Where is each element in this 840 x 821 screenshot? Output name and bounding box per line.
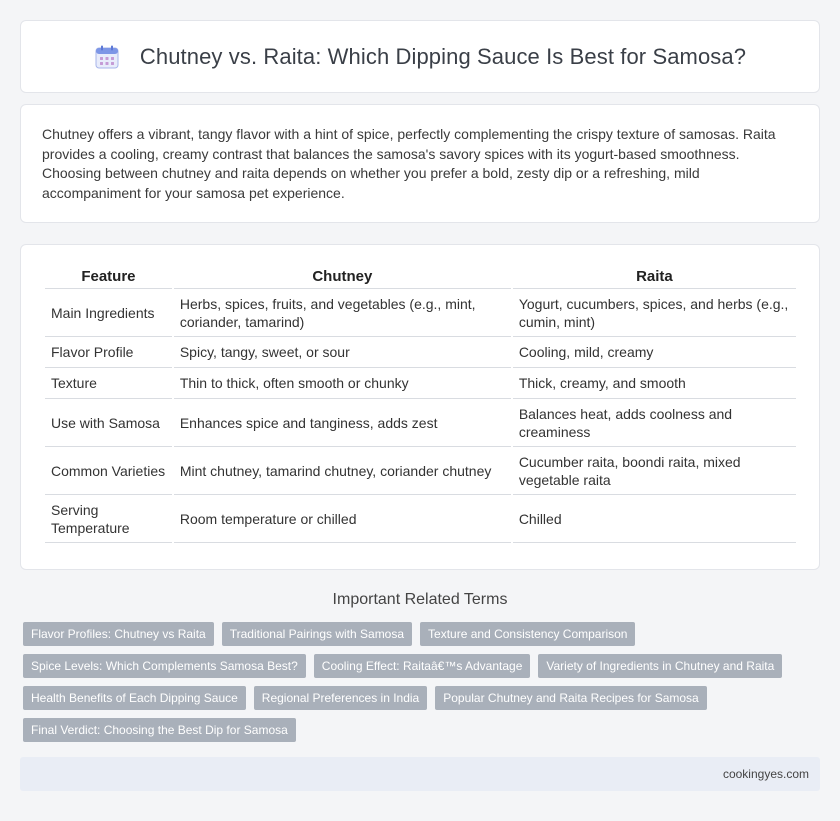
cell-feature: Main Ingredients	[45, 289, 172, 337]
table-header-row	[45, 267, 796, 289]
table-row	[45, 368, 796, 399]
related-tag[interactable]: Spice Levels: Which Complements Samosa Best?	[23, 654, 306, 678]
header-chutney: Chutney	[174, 267, 511, 289]
table-row	[45, 399, 796, 447]
related-tags	[23, 622, 823, 742]
cell-feature: Serving Temperature	[45, 495, 172, 543]
cell-raita: Chilled	[513, 495, 796, 543]
related-tag[interactable]: Popular Chutney and Raita Recipes for Samosa	[435, 686, 706, 710]
cell-feature: Flavor Profile	[45, 337, 172, 368]
related-tag[interactable]: Texture and Consistency Comparison	[420, 622, 635, 646]
related-terms-title: Important Related Terms	[332, 591, 508, 608]
cell-feature: Use with Samosa	[45, 399, 172, 447]
cell-chutney: Thin to thick, often smooth or chunky	[174, 368, 511, 399]
calendar-icon	[94, 44, 120, 70]
footer	[20, 757, 820, 791]
related-tag[interactable]: Traditional Pairings with Samosa	[222, 622, 412, 646]
intro-text: Chutney offers a vibrant, tangy flavor with a hint of spice, perfectly complementing the crispy texture of samosas. Raita provides a cooling, creamy contrast that balances the samosa's savory spices with its yogurt-based smoothness. Choosing between chutney and raita depends on whether you prefer a bold, zesty dip or a refreshing, mild accompaniment for your samosa pet experience.	[42, 126, 776, 201]
title-wrap	[94, 44, 746, 70]
related-tag[interactable]: Regional Preferences in India	[254, 686, 427, 710]
table-row	[45, 289, 796, 337]
cell-chutney: Mint chutney, tamarind chutney, coriander chutney	[174, 447, 511, 495]
table-row	[45, 447, 796, 495]
header-card	[20, 20, 820, 93]
cell-feature: Common Varieties	[45, 447, 172, 495]
related-tag[interactable]: Flavor Profiles: Chutney vs Raita	[23, 622, 214, 646]
cell-chutney: Spicy, tangy, sweet, or sour	[174, 337, 511, 368]
table-row	[45, 337, 796, 368]
cell-raita: Cucumber raita, boondi raita, mixed vegetable raita	[513, 447, 796, 495]
related-tag[interactable]: Health Benefits of Each Dipping Sauce	[23, 686, 246, 710]
table-card	[20, 244, 820, 570]
cell-feature: Texture	[45, 368, 172, 399]
cell-raita: Balances heat, adds coolness and creaminess	[513, 399, 796, 447]
intro-card	[20, 104, 820, 223]
cell-raita: Yogurt, cucumbers, spices, and herbs (e.g., cumin, mint)	[513, 289, 796, 337]
header-raita: Raita	[513, 267, 796, 289]
header-feature: Feature	[45, 267, 172, 289]
page-title: Chutney vs. Raita: Which Dipping Sauce Is Best for Samosa?	[139, 43, 747, 69]
table-row	[45, 495, 796, 543]
footer-site-link[interactable]: cookingyes.com	[722, 767, 809, 781]
cell-chutney: Herbs, spices, fruits, and vegetables (e.g., mint, coriander, tamarind)	[174, 289, 511, 337]
cell-chutney: Room temperature or chilled	[174, 495, 511, 543]
related-tag[interactable]: Cooling Effect: Raitaâ€™s Advantage	[314, 654, 531, 678]
related-tag[interactable]: Final Verdict: Choosing the Best Dip for Samosa	[23, 718, 296, 742]
comparison-table	[43, 267, 798, 543]
cell-raita: Thick, creamy, and smooth	[513, 368, 796, 399]
cell-raita: Cooling, mild, creamy	[513, 337, 796, 368]
cell-chutney: Enhances spice and tanginess, adds zest	[174, 399, 511, 447]
related-tag[interactable]: Variety of Ingredients in Chutney and Raita	[538, 654, 782, 678]
